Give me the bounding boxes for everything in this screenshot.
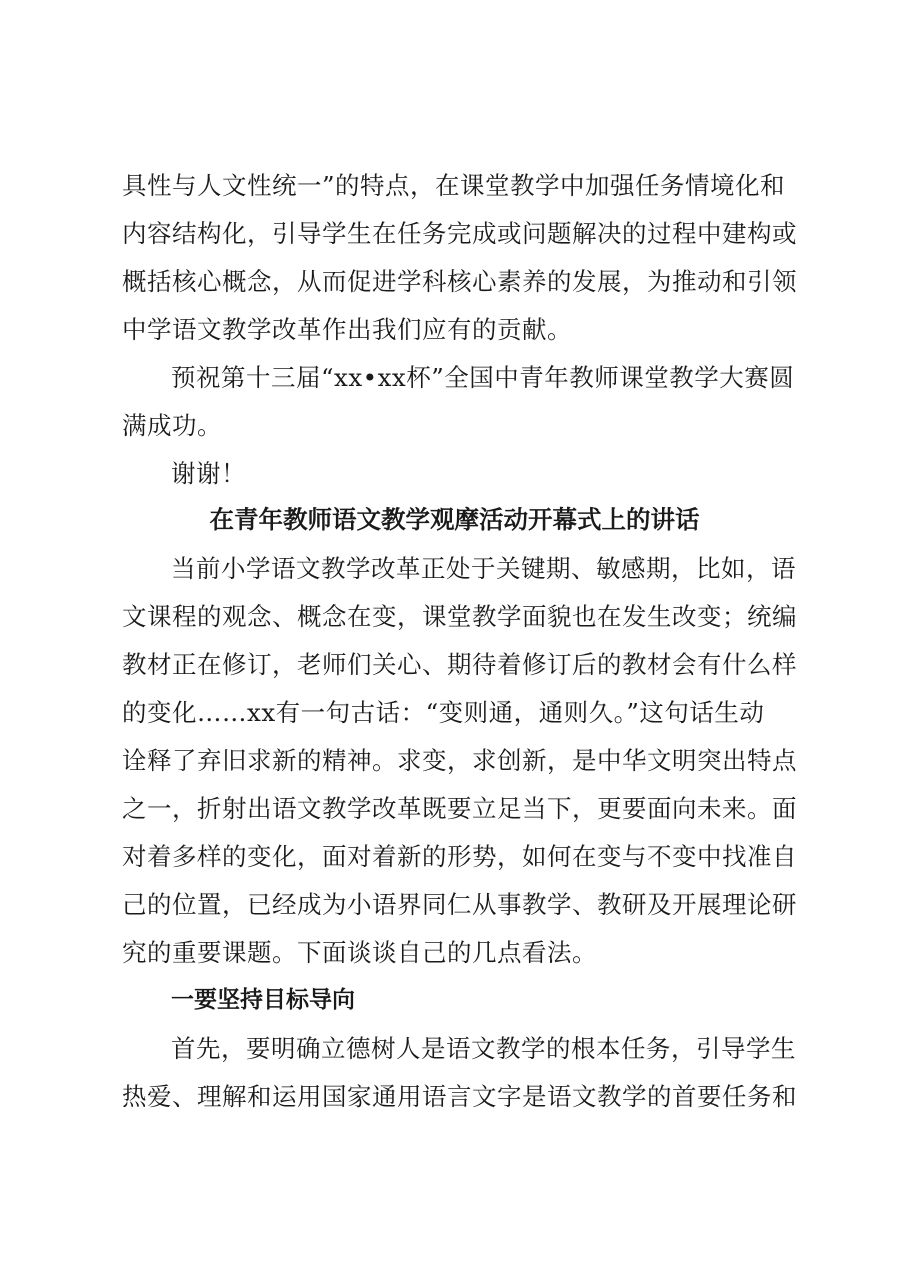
- speech-title: 在青年教师语文教学观摩活动开幕式上的讲话: [209, 505, 700, 534]
- text-line: 具性与人文性统一”的特点，在课堂教学中加强任务情境化和: [122, 171, 786, 200]
- text-line: 究的重要课题。下面谈谈自己的几点看法。: [122, 938, 597, 967]
- text-line: 内容结构化，引导学生在任务完成或问题解决的过程中建构或: [122, 219, 797, 248]
- text-line: 当前小学语文教学改革正处于关键期、敏感期，比如，语: [171, 554, 796, 583]
- text-line: 热爱、理解和运用国家通用语言文字是语文教学的首要任务和: [122, 1082, 797, 1111]
- text-line: 预祝第十三届“xx•xx杯”全国中青年教师课堂教学大赛圆: [171, 363, 795, 392]
- text-line: 中学语文教学改革作出我们应有的贡献。: [122, 315, 572, 344]
- text-line: 己的位置，已经成为小语界同仁从事教学、教研及开展理论研: [122, 890, 797, 919]
- text-line: 概括核心概念，从而促进学科核心素养的发展，为推动和引领: [122, 267, 797, 296]
- text-line: 文课程的观念、概念在变，课堂教学面貌也在发生改变；统编: [122, 602, 797, 631]
- text-line: 谢谢！: [171, 459, 246, 488]
- text-line: 的变化……xx有一句古话：“变则通，通则久。”这句话生动: [122, 698, 765, 727]
- text-line: 首先，要明确立德树人是语文教学的根本任务，引导学生: [171, 1034, 796, 1063]
- text-line: 满成功。: [122, 411, 222, 440]
- text-line: 教材正在修订，老师们关心、期待着修订后的教材会有什么样: [122, 650, 797, 679]
- section-heading: 一要坚持目标导向: [171, 987, 355, 1013]
- text-line: 对着多样的变化，面对着新的形势，如何在变与不变中找准自: [122, 842, 797, 871]
- text-line: 诠释了弃旧求新的精神。求变，求创新，是中华文明突出特点: [122, 746, 797, 775]
- text-line: 之一，折射出语文教学改革既要立足当下，更要面向未来。面: [122, 794, 797, 823]
